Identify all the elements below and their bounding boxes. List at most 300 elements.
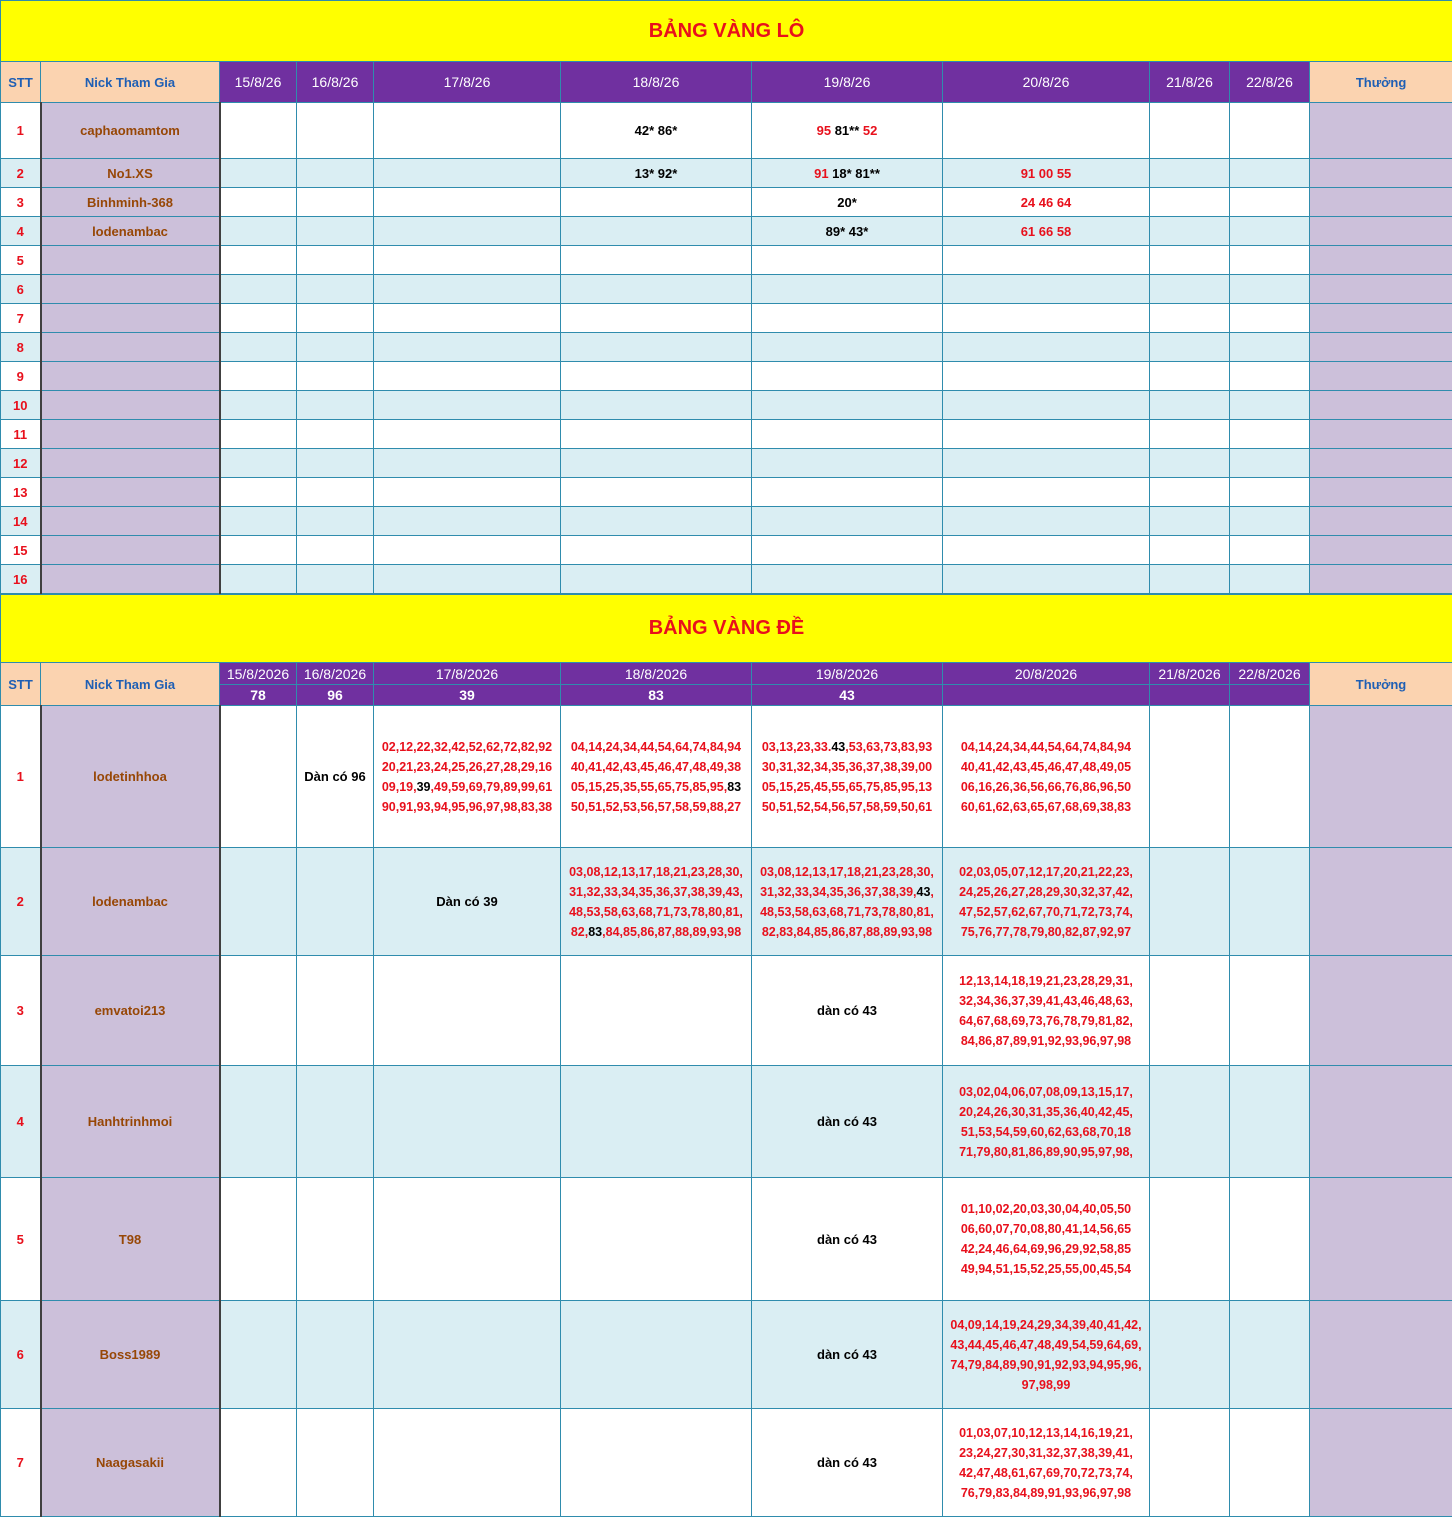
stt-cell: 4: [1, 217, 41, 246]
lo-title: BẢNG VÀNG LÔ: [1, 1, 1452, 62]
pick-cell[interactable]: [297, 956, 374, 1066]
pick-cell[interactable]: [943, 1409, 1150, 1517]
pick-cell[interactable]: [943, 565, 1150, 594]
pick-cell[interactable]: [297, 159, 374, 188]
pick-cell[interactable]: [374, 188, 561, 217]
thuong-header: Thưởng: [1310, 62, 1452, 103]
pick-cell[interactable]: [1150, 1301, 1230, 1409]
thuong-cell[interactable]: [1310, 103, 1452, 159]
thuong-cell[interactable]: [1310, 188, 1452, 217]
pick-cell[interactable]: [752, 565, 943, 594]
nick-cell[interactable]: [41, 565, 220, 594]
pick-cell[interactable]: [943, 275, 1150, 304]
pick-cell[interactable]: [1230, 1301, 1310, 1409]
pick-cell[interactable]: [561, 159, 752, 188]
thuong-cell[interactable]: [1310, 1409, 1452, 1517]
stt-cell: 5: [1, 246, 41, 275]
pick-cell[interactable]: [220, 1409, 297, 1517]
table-row: [1, 333, 1452, 362]
pick-cell[interactable]: [374, 333, 561, 362]
pick-cell[interactable]: [220, 304, 297, 333]
pick-cell[interactable]: [943, 536, 1150, 565]
pick-cell[interactable]: [297, 391, 374, 420]
stt-cell: 3: [1, 188, 41, 217]
pick-cell[interactable]: [752, 1178, 943, 1301]
pick-cell[interactable]: [752, 1409, 943, 1517]
pick-cell[interactable]: [943, 362, 1150, 391]
thuong-cell[interactable]: [1310, 478, 1452, 507]
cell-text: Dàn có 96: [304, 769, 366, 784]
pick-cell[interactable]: [374, 507, 561, 536]
cell-text: 42* 86*: [634, 123, 678, 138]
pick-cell[interactable]: [374, 478, 561, 507]
thuong-cell[interactable]: [1310, 706, 1452, 848]
pick-cell[interactable]: [561, 848, 752, 956]
pick-cell[interactable]: [220, 478, 297, 507]
nick-cell[interactable]: [41, 333, 220, 362]
nick-cell[interactable]: [41, 275, 220, 304]
pick-cell[interactable]: [374, 956, 561, 1066]
pick-cell[interactable]: [943, 1066, 1150, 1178]
pick-cell[interactable]: [1150, 1066, 1230, 1178]
pick-cell[interactable]: [561, 391, 752, 420]
stt-cell: 13: [1, 478, 41, 507]
nick-cell[interactable]: [41, 362, 220, 391]
pick-cell[interactable]: [1230, 1066, 1310, 1178]
pick-cell[interactable]: [561, 1178, 752, 1301]
table-row: [1, 103, 1452, 159]
pick-cell[interactable]: [220, 449, 297, 478]
pick-cell[interactable]: [1230, 956, 1310, 1066]
pick-cell[interactable]: [374, 1301, 561, 1409]
cell-text: 02,12,22,32,42,52,62,72,82,92 20,21,23,24,25,26,27,28,29,16 09,19,: [381, 739, 553, 794]
cell-text: ,84,85,86,87,88,89,93,98: [602, 924, 742, 939]
pick-cell[interactable]: [752, 159, 943, 188]
stt-cell: 9: [1, 362, 41, 391]
pick-cell[interactable]: [1230, 246, 1310, 275]
table-row: [1, 275, 1452, 304]
pick-cell[interactable]: [297, 1409, 374, 1517]
pick-cell[interactable]: [220, 275, 297, 304]
pick-cell[interactable]: [1150, 420, 1230, 449]
table-row: [1, 188, 1452, 217]
pick-cell[interactable]: [752, 536, 943, 565]
pick-cell[interactable]: [297, 478, 374, 507]
pick-cell[interactable]: [297, 275, 374, 304]
cell-text: 01,10,02,20,03,30,04,40,05,50 06,60,07,70,08,80,41,14,56,65 42,24,46,64,69,96,29,92,58,85 49,94,51,15,52,25,55,00,45,54: [960, 1202, 1132, 1276]
pick-cell[interactable]: [1230, 304, 1310, 333]
pick-cell[interactable]: [943, 848, 1150, 956]
pick-cell[interactable]: [1230, 275, 1310, 304]
result-value: [1230, 685, 1310, 706]
pick-cell[interactable]: [943, 1301, 1150, 1409]
pick-cell[interactable]: [1150, 275, 1230, 304]
pick-cell[interactable]: [752, 848, 943, 956]
pick-cell[interactable]: [561, 275, 752, 304]
table-row: [1, 565, 1452, 594]
pick-cell[interactable]: [561, 449, 752, 478]
pick-cell[interactable]: [561, 333, 752, 362]
pick-cell[interactable]: [297, 1301, 374, 1409]
pick-cell[interactable]: [752, 391, 943, 420]
pick-cell[interactable]: [297, 103, 374, 159]
pick-cell[interactable]: [1150, 333, 1230, 362]
pick-cell[interactable]: [1150, 1178, 1230, 1301]
pick-cell[interactable]: [374, 103, 561, 159]
result-value: 78: [220, 685, 297, 706]
pick-cell[interactable]: [1230, 1178, 1310, 1301]
table-row: [1, 304, 1452, 333]
cell-text: 03,02,04,06,07,08,09,13,15,17, 20,24,26,30,31,35,36,40,42,45, 51,53,54,59,60,62,63,68,70,18 71,79,80,81,86,89,90,95,97,98,: [959, 1084, 1133, 1159]
cell-text: 91: [814, 165, 829, 181]
pick-cell[interactable]: [297, 507, 374, 536]
pick-cell[interactable]: [1150, 304, 1230, 333]
pick-cell[interactable]: [1150, 362, 1230, 391]
pick-cell[interactable]: [943, 420, 1150, 449]
cell-text: 95: [816, 123, 832, 138]
pick-cell[interactable]: [943, 159, 1150, 188]
date-header: 15/8/2026: [220, 663, 297, 685]
pick-cell[interactable]: [374, 706, 561, 848]
result-value: 83: [561, 685, 752, 706]
pick-cell[interactable]: [943, 507, 1150, 536]
thuong-cell[interactable]: [1310, 159, 1452, 188]
thuong-cell[interactable]: [1310, 1301, 1452, 1409]
cell-text: 43: [831, 739, 846, 754]
pick-cell[interactable]: [1150, 478, 1230, 507]
nick-cell[interactable]: lodenambac: [41, 217, 220, 246]
cell-text: 02,03,05,07,12,17,20,21,22,23, 24,25,26,27,28,29,30,32,37,42, 47,52,57,62,67,70,71,72,73,74, 75,76,77,78,79,80,82,87,92,97: [959, 864, 1133, 939]
pick-cell[interactable]: [220, 103, 297, 159]
pick-cell[interactable]: [297, 706, 374, 848]
cell-text: 91 00 55: [1020, 165, 1072, 181]
pick-cell[interactable]: [297, 1066, 374, 1178]
pick-cell[interactable]: [752, 956, 943, 1066]
pick-cell[interactable]: [1230, 478, 1310, 507]
pick-cell[interactable]: [220, 246, 297, 275]
nick-cell[interactable]: [41, 507, 220, 536]
pick-cell[interactable]: [752, 449, 943, 478]
pick-cell[interactable]: [220, 1066, 297, 1178]
thuong-cell[interactable]: [1310, 362, 1452, 391]
pick-cell[interactable]: [297, 536, 374, 565]
pick-cell[interactable]: [297, 304, 374, 333]
pick-cell[interactable]: [220, 420, 297, 449]
pick-cell[interactable]: [1230, 536, 1310, 565]
pick-cell[interactable]: [1150, 706, 1230, 848]
pick-cell[interactable]: [1230, 565, 1310, 594]
pick-cell[interactable]: [1150, 848, 1230, 956]
cell-text: 12,13,14,18,19,21,23,28,29,31, 32,34,36,37,39,41,43,46,48,63, 64,67,68,69,73,76,78,79,81,82, 84,86,87,89,91,92,93,96,97,98: [959, 973, 1133, 1048]
date-header: 18/8/26: [561, 62, 752, 103]
pick-cell[interactable]: [297, 848, 374, 956]
pick-cell[interactable]: [561, 536, 752, 565]
pick-cell[interactable]: [374, 246, 561, 275]
pick-cell[interactable]: [220, 956, 297, 1066]
nick-cell[interactable]: T98: [41, 1178, 220, 1301]
pick-cell[interactable]: [943, 333, 1150, 362]
pick-cell[interactable]: [561, 478, 752, 507]
pick-cell[interactable]: [220, 536, 297, 565]
stt-cell: 10: [1, 391, 41, 420]
cell-text: ,49,59,69,79,89,99,61 90,91,93,94,95,96,97,98,83,38: [381, 779, 553, 814]
pick-cell[interactable]: [220, 333, 297, 362]
pick-cell[interactable]: [943, 1178, 1150, 1301]
pick-cell[interactable]: [752, 420, 943, 449]
pick-cell[interactable]: [220, 362, 297, 391]
pick-cell[interactable]: [752, 1301, 943, 1409]
pick-cell[interactable]: [1150, 565, 1230, 594]
table-row: [1, 1066, 1452, 1178]
date-header: 20/8/2026: [943, 663, 1150, 685]
table-row: [1, 478, 1452, 507]
pick-cell[interactable]: [1230, 188, 1310, 217]
pick-cell[interactable]: [220, 1178, 297, 1301]
pick-cell[interactable]: [297, 420, 374, 449]
nick-cell[interactable]: [41, 304, 220, 333]
pick-cell[interactable]: [752, 304, 943, 333]
cell-text: 52: [862, 123, 878, 138]
pick-cell[interactable]: [943, 706, 1150, 848]
pick-cell[interactable]: [752, 362, 943, 391]
nick-cell[interactable]: No1.XS: [41, 159, 220, 188]
nick-cell[interactable]: [41, 391, 220, 420]
pick-cell[interactable]: [374, 848, 561, 956]
pick-cell[interactable]: [1150, 391, 1230, 420]
thuong-cell[interactable]: [1310, 507, 1452, 536]
thuong-cell[interactable]: [1310, 304, 1452, 333]
pick-cell[interactable]: [1230, 1409, 1310, 1517]
pick-cell[interactable]: [943, 449, 1150, 478]
pick-cell[interactable]: [374, 217, 561, 246]
pick-cell[interactable]: [374, 362, 561, 391]
pick-cell[interactable]: [561, 362, 752, 391]
pick-cell[interactable]: [943, 304, 1150, 333]
pick-cell[interactable]: [752, 217, 943, 246]
pick-cell[interactable]: [1150, 159, 1230, 188]
result-value: 96: [297, 685, 374, 706]
pick-cell[interactable]: [1230, 848, 1310, 956]
cell-text: 83: [588, 924, 603, 939]
table-row: [1, 159, 1452, 188]
pick-cell[interactable]: [297, 217, 374, 246]
pick-cell[interactable]: [297, 188, 374, 217]
cell-text: dàn có 43: [817, 1114, 877, 1129]
pick-cell[interactable]: [561, 103, 752, 159]
pick-cell[interactable]: [1230, 706, 1310, 848]
pick-cell[interactable]: [561, 1409, 752, 1517]
pick-cell[interactable]: [374, 275, 561, 304]
cell-text: 43: [916, 884, 931, 899]
pick-cell[interactable]: [1150, 103, 1230, 159]
date-header: 16/8/2026: [297, 663, 374, 685]
stt-cell: 8: [1, 333, 41, 362]
stt-cell: 6: [1, 275, 41, 304]
pick-cell[interactable]: [561, 246, 752, 275]
pick-cell[interactable]: [561, 706, 752, 848]
pick-cell[interactable]: [1150, 1409, 1230, 1517]
pick-cell[interactable]: [1230, 103, 1310, 159]
pick-cell[interactable]: [220, 188, 297, 217]
nick-cell[interactable]: lodetinhhoa: [41, 706, 220, 848]
pick-cell[interactable]: [220, 159, 297, 188]
nick-cell[interactable]: emvatoi213: [41, 956, 220, 1066]
lo-body: [1, 103, 1452, 594]
de-table: [0, 594, 1452, 1517]
pick-cell[interactable]: [561, 1301, 752, 1409]
pick-cell[interactable]: [374, 1409, 561, 1517]
pick-cell[interactable]: [220, 217, 297, 246]
stt-cell: 1: [1, 706, 41, 848]
pick-cell[interactable]: [1150, 449, 1230, 478]
pick-cell[interactable]: [1150, 246, 1230, 275]
date-header: 17/8/2026: [374, 663, 561, 685]
thuong-cell[interactable]: [1310, 420, 1452, 449]
pick-cell[interactable]: [1150, 188, 1230, 217]
pick-cell[interactable]: [752, 246, 943, 275]
cell-text: 61 66 58: [1020, 223, 1072, 239]
table-row: [1, 246, 1452, 275]
pick-cell[interactable]: [561, 1066, 752, 1178]
pick-cell[interactable]: [752, 103, 943, 159]
pick-cell[interactable]: [943, 478, 1150, 507]
pick-cell[interactable]: [374, 304, 561, 333]
nick-cell[interactable]: Boss1989: [41, 1301, 220, 1409]
pick-cell[interactable]: [752, 333, 943, 362]
pick-cell[interactable]: [1150, 536, 1230, 565]
thuong-cell[interactable]: [1310, 391, 1452, 420]
lo-table: [0, 0, 1452, 594]
pick-cell[interactable]: [1150, 217, 1230, 246]
nick-cell[interactable]: [41, 449, 220, 478]
thuong-cell[interactable]: [1310, 246, 1452, 275]
date-header: 15/8/26: [220, 62, 297, 103]
thuong-cell[interactable]: [1310, 449, 1452, 478]
thuong-cell[interactable]: [1310, 217, 1452, 246]
cell-text: 24 46 64: [1020, 194, 1072, 210]
pick-cell[interactable]: [561, 420, 752, 449]
pick-cell[interactable]: [943, 391, 1150, 420]
thuong-cell[interactable]: [1310, 275, 1452, 304]
pick-cell[interactable]: [1230, 362, 1310, 391]
date-header: 21/8/2026: [1150, 663, 1230, 685]
pick-cell[interactable]: [752, 478, 943, 507]
pick-cell[interactable]: [374, 1066, 561, 1178]
pick-cell[interactable]: [1230, 420, 1310, 449]
pick-cell[interactable]: [561, 956, 752, 1066]
nick-cell[interactable]: Naagasakii: [41, 1409, 220, 1517]
pick-cell[interactable]: [1150, 956, 1230, 1066]
thuong-cell[interactable]: [1310, 1066, 1452, 1178]
nick-cell[interactable]: Hanhtrinhmoi: [41, 1066, 220, 1178]
pick-cell[interactable]: [752, 275, 943, 304]
thuong-cell[interactable]: [1310, 536, 1452, 565]
pick-cell[interactable]: [220, 1301, 297, 1409]
pick-cell[interactable]: [943, 217, 1150, 246]
pick-cell[interactable]: [374, 1178, 561, 1301]
pick-cell[interactable]: [943, 246, 1150, 275]
pick-cell[interactable]: [297, 362, 374, 391]
pick-cell[interactable]: [943, 188, 1150, 217]
pick-cell[interactable]: [220, 565, 297, 594]
pick-cell[interactable]: [297, 1178, 374, 1301]
nick-cell[interactable]: [41, 478, 220, 507]
pick-cell[interactable]: [943, 103, 1150, 159]
pick-cell[interactable]: [752, 1066, 943, 1178]
table-row: [1, 706, 1452, 848]
date-header: 16/8/26: [297, 62, 374, 103]
pick-cell[interactable]: [1230, 159, 1310, 188]
thuong-cell[interactable]: [1310, 1178, 1452, 1301]
table-row: [1, 1409, 1452, 1517]
pick-cell[interactable]: [1150, 507, 1230, 536]
pick-cell[interactable]: [297, 565, 374, 594]
thuong-cell[interactable]: [1310, 956, 1452, 1066]
pick-cell[interactable]: [1230, 217, 1310, 246]
cell-text: 81**: [831, 123, 863, 138]
pick-cell[interactable]: [220, 706, 297, 848]
pick-cell[interactable]: [561, 304, 752, 333]
pick-cell[interactable]: [752, 706, 943, 848]
pick-cell[interactable]: [1230, 507, 1310, 536]
stt-header: STT: [1, 663, 41, 706]
nick-cell[interactable]: Binhminh-368: [41, 188, 220, 217]
pick-cell[interactable]: [752, 507, 943, 536]
pick-cell[interactable]: [561, 188, 752, 217]
nick-cell[interactable]: [41, 536, 220, 565]
pick-cell[interactable]: [297, 333, 374, 362]
thuong-cell[interactable]: [1310, 848, 1452, 956]
date-header: 22/8/2026: [1230, 663, 1310, 685]
cell-text: 50,51,52,53,56,57,58,59,88,27: [570, 799, 742, 814]
pick-cell[interactable]: [1230, 333, 1310, 362]
thuong-cell[interactable]: [1310, 565, 1452, 594]
pick-cell[interactable]: [374, 420, 561, 449]
pick-cell[interactable]: [374, 536, 561, 565]
pick-cell[interactable]: [561, 507, 752, 536]
pick-cell[interactable]: [752, 188, 943, 217]
cell-text: 04,14,24,34,44,54,64,74,84,94 40,41,42,43,45,46,47,48,49,05 06,16,26,36,56,66,76,86,96,50 60,61,62,63,65,67,68,69,38,83: [960, 739, 1132, 814]
table-row: [1, 956, 1452, 1066]
table-row: [1, 536, 1452, 565]
pick-cell[interactable]: [297, 449, 374, 478]
pick-cell[interactable]: [1230, 449, 1310, 478]
pick-cell[interactable]: [374, 565, 561, 594]
nick-cell[interactable]: [41, 246, 220, 275]
cell-text: dàn có 43: [817, 1347, 877, 1362]
pick-cell[interactable]: [297, 246, 374, 275]
nick-header: Nick Tham Gia: [41, 663, 220, 706]
nick-cell[interactable]: caphaomamtom: [41, 103, 220, 159]
pick-cell[interactable]: [220, 507, 297, 536]
pick-cell[interactable]: [374, 391, 561, 420]
nick-cell[interactable]: [41, 420, 220, 449]
cell-text: ,53,63,73,83,93 30,31,32,34,35,36,37,38,39,00 05,15,25,45,55,65,75,85,95,13 50,51,52,54,56,57,58,59,50,61: [761, 739, 933, 814]
pick-cell[interactable]: [561, 565, 752, 594]
pick-cell[interactable]: [220, 391, 297, 420]
pick-cell[interactable]: [220, 848, 297, 956]
pick-cell[interactable]: [943, 956, 1150, 1066]
table-row: [1, 848, 1452, 956]
thuong-cell[interactable]: [1310, 333, 1452, 362]
nick-cell[interactable]: lodenambac: [41, 848, 220, 956]
pick-cell[interactable]: [561, 217, 752, 246]
result-value: 43: [752, 685, 943, 706]
pick-cell[interactable]: [374, 449, 561, 478]
pick-cell[interactable]: [1230, 391, 1310, 420]
date-header: 20/8/26: [943, 62, 1150, 103]
pick-cell[interactable]: [374, 159, 561, 188]
